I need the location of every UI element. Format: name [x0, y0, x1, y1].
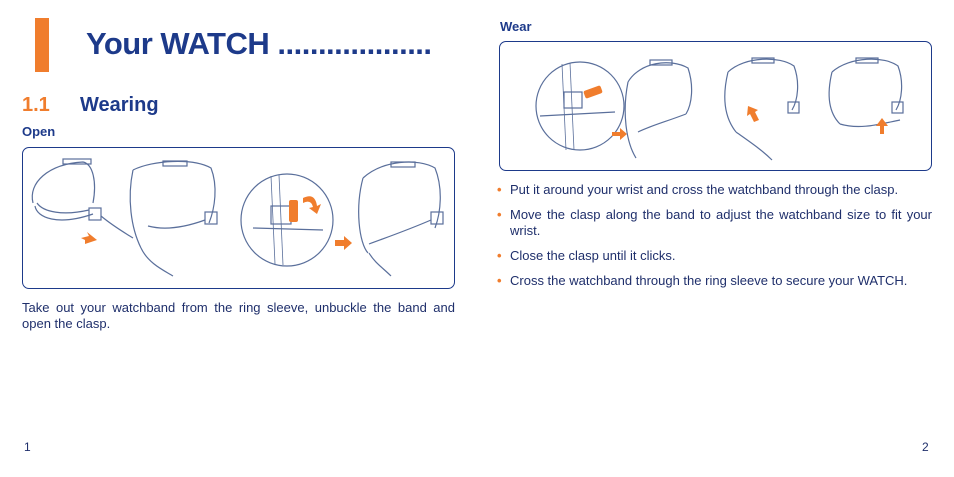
watch-band-removed-illustration — [130, 161, 217, 276]
open-illustration — [23, 148, 454, 288]
section-title: Wearing — [80, 94, 159, 116]
list-item: • Close the clasp until it clicks. — [497, 248, 676, 263]
wear-illustration — [500, 42, 931, 170]
watch-clasp-open-illustration — [359, 162, 443, 276]
chapter-marker-bar — [35, 18, 49, 72]
page-number-right: 2 — [922, 440, 929, 454]
arrow-icon — [335, 236, 352, 250]
open-illustration-frame — [22, 147, 455, 289]
page-number-left: 1 — [24, 440, 31, 454]
bullet-icon: • — [497, 207, 502, 222]
open-heading: Open — [22, 124, 56, 139]
bullet-icon: • — [497, 273, 502, 288]
open-instructions: Take out your watchband from the ring sleeve, unbuckle the band and open the clasp. — [22, 300, 455, 331]
clasp-cross-magnified-illustration — [536, 62, 627, 150]
watch-wear-step2-illustration — [725, 58, 799, 160]
list-item: • Cross the watchband through the ring sleeve to secure your WATCH. — [497, 273, 908, 288]
wear-instructions-list — [497, 182, 932, 298]
wear-heading: Wear — [500, 19, 532, 34]
chapter-title: Your WATCH ................... — [86, 26, 432, 61]
wear-illustration-frame — [499, 41, 932, 171]
watch-wear-step3-illustration — [829, 58, 903, 134]
clasp-magnified-illustration — [241, 174, 333, 266]
bullet-icon: • — [497, 182, 502, 197]
section-number: 1.1 — [22, 94, 50, 116]
watch-unbuckled-illustration — [32, 159, 133, 244]
list-item: • Move the clasp along the band to adjust the watchband size to fit your wrist. — [497, 207, 932, 238]
watch-wear-step1-illustration — [625, 60, 691, 158]
list-item: • Put it around your wrist and cross the watchband through the clasp. — [497, 182, 899, 197]
bullet-icon: • — [497, 248, 502, 263]
